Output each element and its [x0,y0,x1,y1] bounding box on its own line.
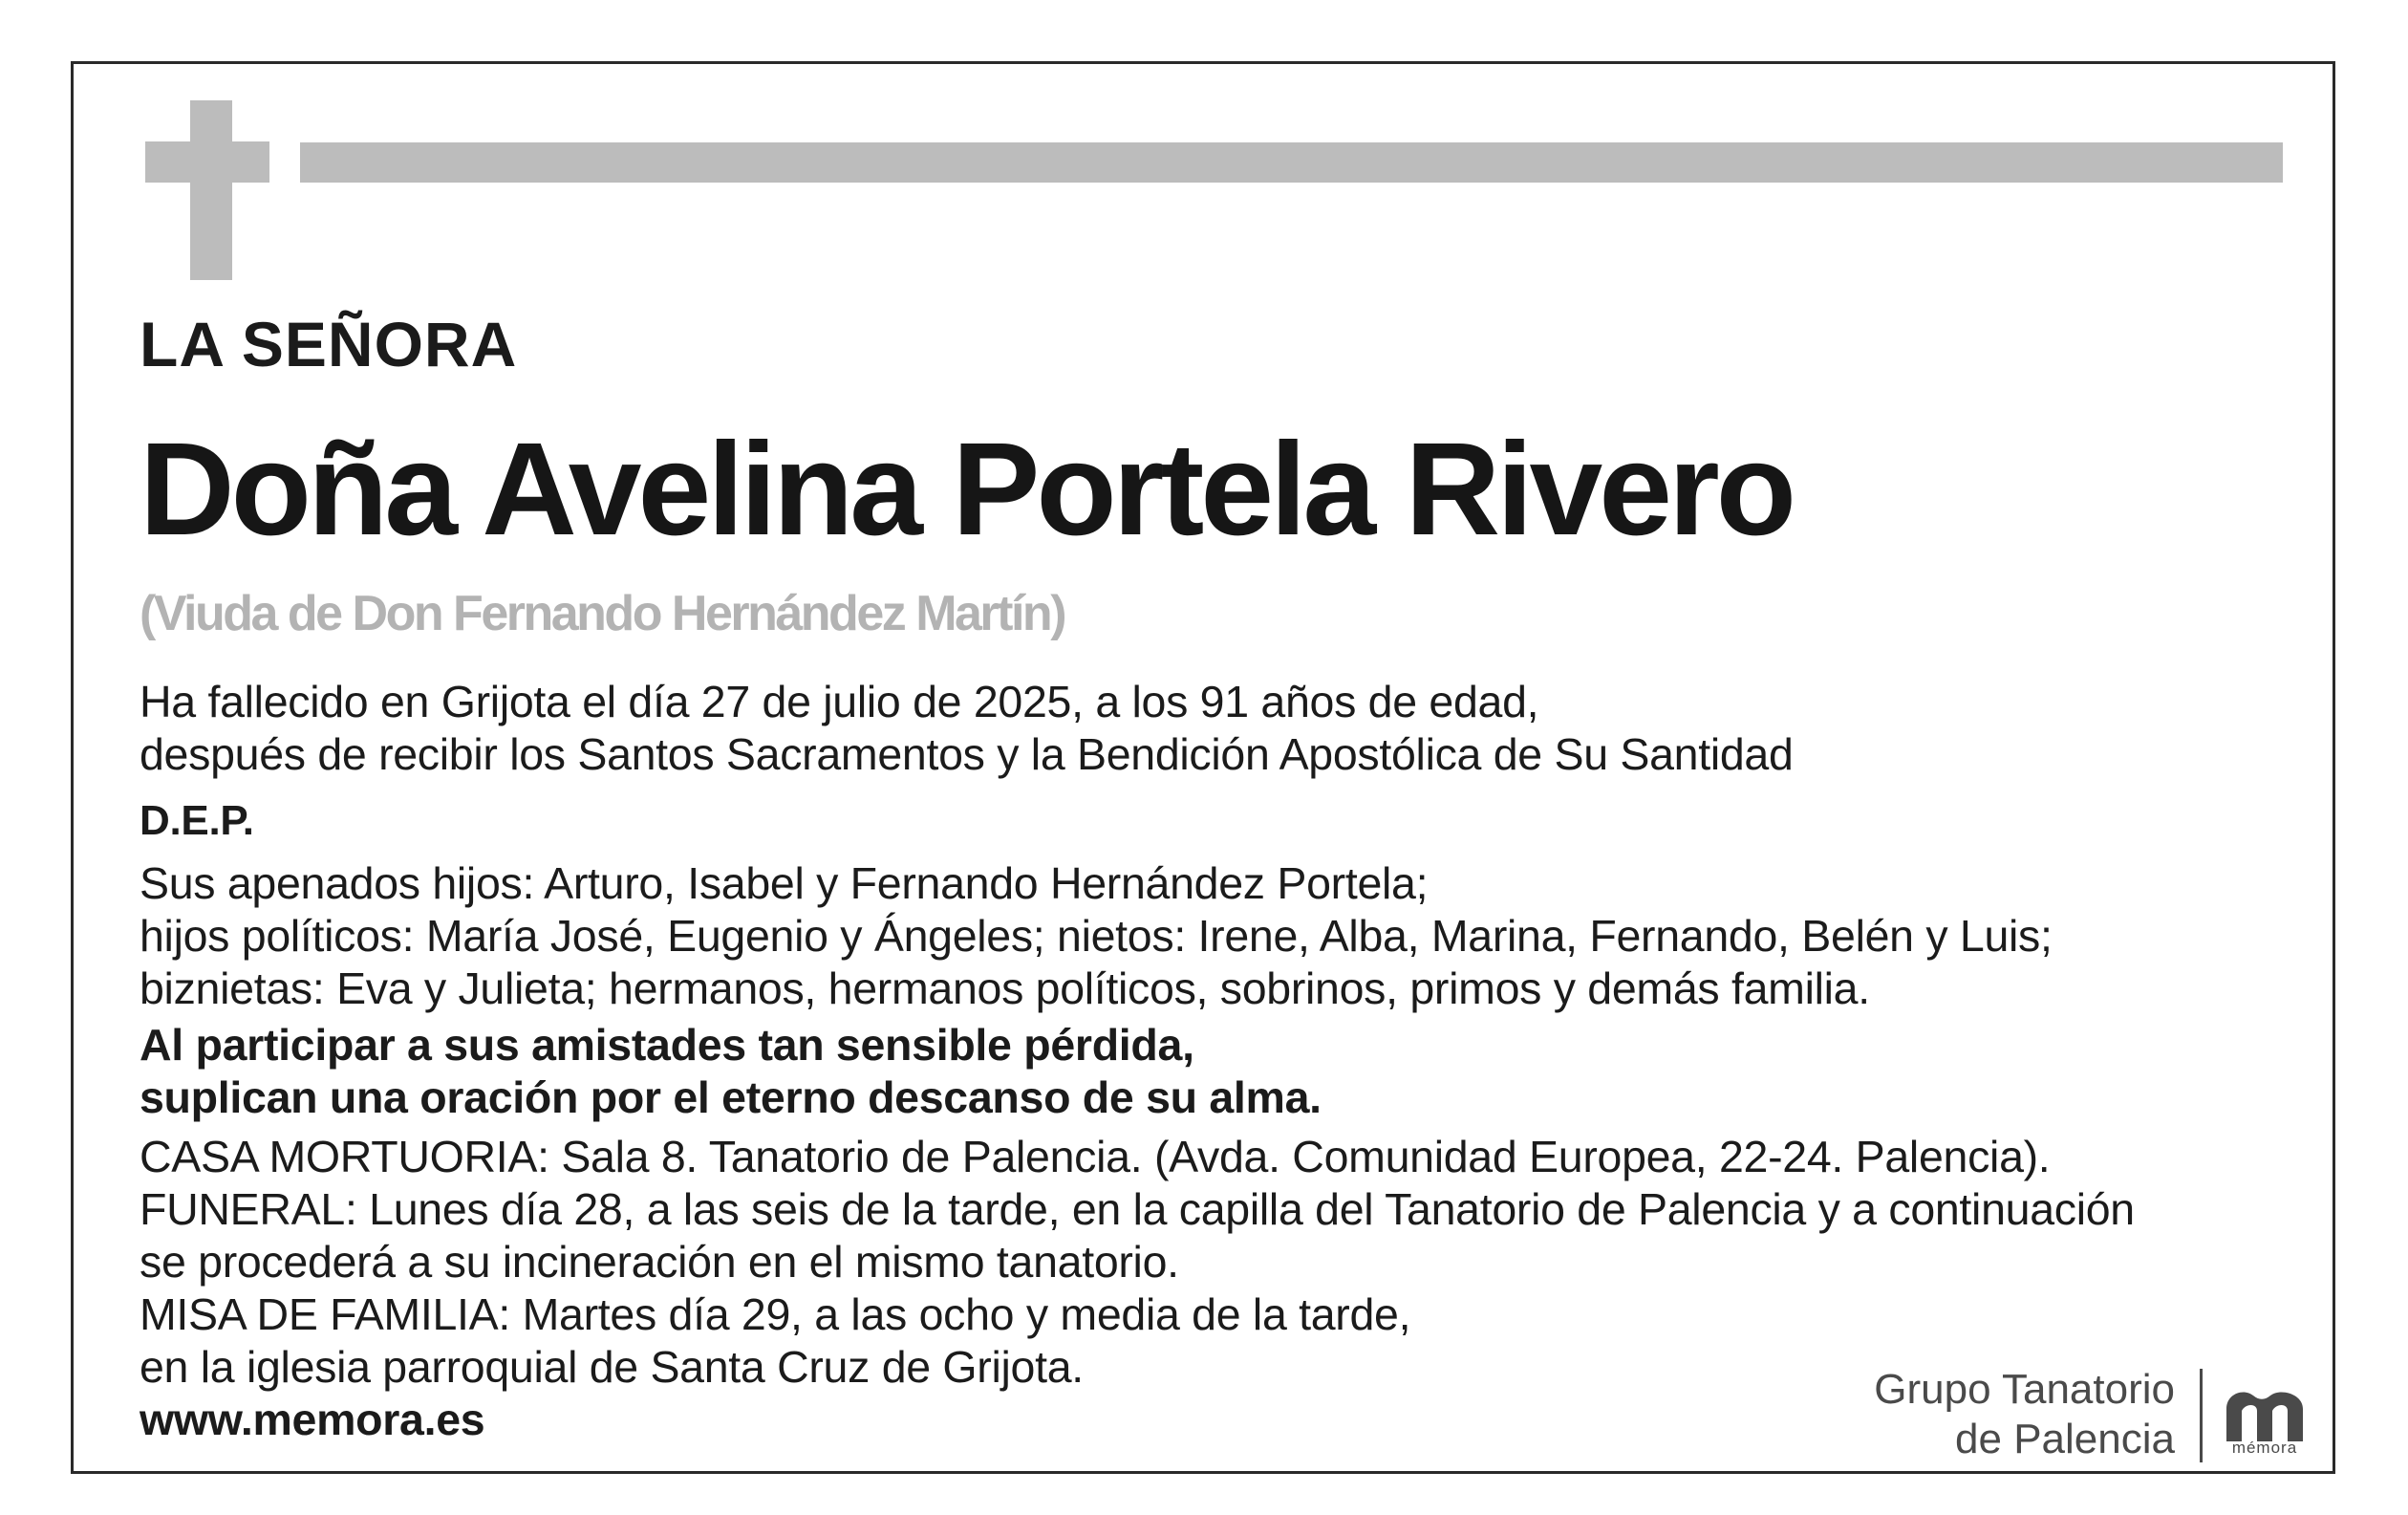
honorific: LA SEÑORA [140,309,518,379]
ceremony-line-3: se procederá a su incineración en el mismo tanatorio. [140,1237,1179,1287]
family-line-1: Sus apenados hijos: Arturo, Isabel y Fernando Hernández Portela; [140,858,1429,908]
cross-icon [190,100,232,280]
header-rule [300,142,2283,183]
widow-of: (Viuda de Don Fernando Hernández Martín) [140,586,1065,641]
ceremony-line-1: CASA MORTUORIA: Sala 8. Tanatorio de Palencia. (Avda. Comunidad Europea, 22-24. Palencia). [140,1132,2051,1181]
brand-line-2: de Palencia [1955,1416,2175,1462]
memora-logo-icon [2217,1386,2312,1443]
family-line-2: hijos políticos: María José, Eugenio y Ángeles; nietos: Irene, Alba, Marina, Fernando, Belén y Luis; [140,911,2053,961]
ceremony-line-5: en la iglesia parroquial de Santa Cruz de Grijota. [140,1342,1084,1392]
brand-divider [2200,1369,2203,1462]
plea-line-2: suplican una oración por el eterno descanso de su alma. [140,1072,1322,1122]
dep: D.E.P. [140,797,254,844]
plea-line-1: Al participar a sus amistades tan sensible pérdida, [140,1020,1194,1070]
family-line-3: biznietas: Eva y Julieta; hermanos, hermanos políticos, sobrinos, primos y demás familia. [140,963,1870,1013]
ceremony-line-4: MISA DE FAMILIA: Martes día 29, a las ocho y media de la tarde, [140,1289,1411,1339]
logo-word: mémora [2231,1439,2298,1457]
brand-text [1874,1365,2175,1464]
cross-icon-bar [145,141,269,183]
death-line-2: después de recibir los Santos Sacramentos y la Bendición Apostólica de Su Santidad [140,729,1794,779]
deceased-name: Doña Avelina Portela Rivero [140,416,1794,563]
ceremony-line-2: FUNERAL: Lunes día 28, a las seis de la tarde, en la capilla del Tanatorio de Palencia y a continuación [140,1184,2135,1234]
brand-line-1: Grupo Tanatorio [1874,1366,2175,1413]
death-line-1: Ha fallecido en Grijota el día 27 de julio de 2025, a los 91 años de edad, [140,677,1539,726]
website-link[interactable]: www.memora.es [140,1395,485,1444]
